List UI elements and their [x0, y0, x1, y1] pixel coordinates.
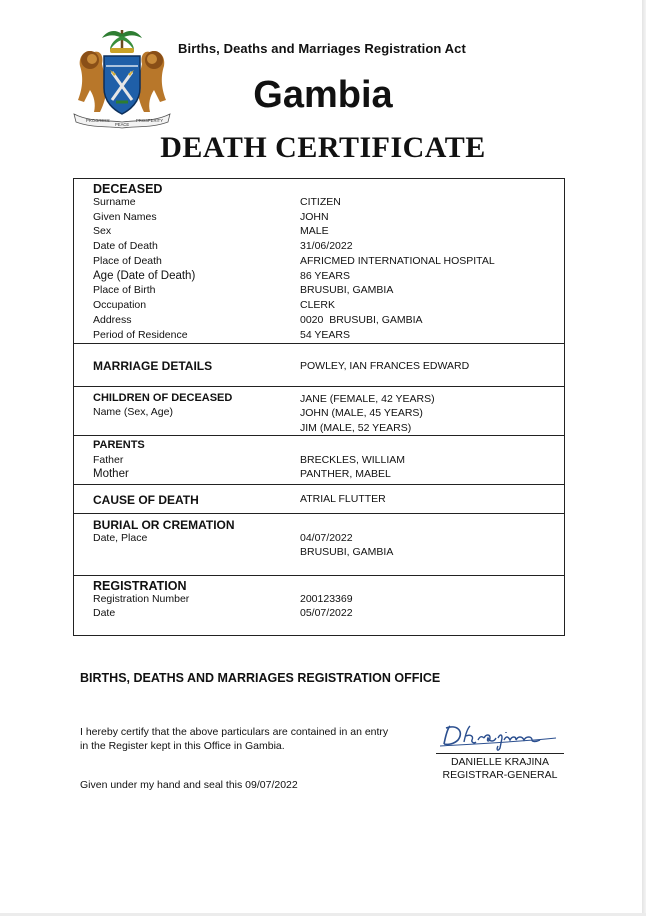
children-section: [74, 387, 564, 436]
country-name-text: Gambia: [253, 74, 393, 116]
children-label: Name (Sex, Age): [93, 406, 173, 418]
svg-text:PEACE: PEACE: [115, 122, 130, 127]
registration-date-value: 05/07/2022: [300, 607, 353, 619]
parents-heading: PARENTS: [93, 439, 145, 451]
age-value: 86 YEARS: [300, 270, 351, 282]
cause-heading: CAUSE OF DEATH: [93, 493, 199, 507]
burial-label: Date, Place: [93, 532, 148, 544]
marriage-value: POWLEY, IAN FRANCES EDWARD: [300, 360, 470, 372]
occupation-value: CLERK: [300, 299, 336, 311]
deceased-section: [74, 179, 564, 344]
sex-value: MALE: [300, 225, 329, 237]
signature-icon: [436, 718, 562, 752]
address-value: 0020 BRUSUBI, GAMBIA: [300, 314, 423, 326]
country-name: [0, 74, 646, 117]
registration-heading: REGISTRATION: [93, 579, 187, 593]
sex-label: Sex: [93, 225, 112, 237]
burial-date-value: 04/07/2022: [300, 532, 353, 544]
age-label: Age (Date of Death): [93, 270, 196, 282]
office-title: BIRTHS, DEATHS AND MARRIAGES REGISTRATION OFFICE: [80, 671, 441, 685]
mother-value: PANTHER, MABEL: [300, 468, 391, 480]
date-of-death-value: 31/06/2022: [300, 240, 353, 252]
svg-text:PROGRESS: PROGRESS: [86, 118, 110, 123]
burial-section: [74, 514, 564, 576]
address-label: Address: [93, 314, 132, 326]
father-label: Father: [93, 454, 124, 466]
occupation-label: Occupation: [93, 299, 147, 311]
place-of-death-value: AFRICMED INTERNATIONAL HOSPITAL: [300, 255, 495, 267]
certification-line-2: in the Register kept in this Office in Gambia.: [80, 740, 285, 752]
registrar-title: REGISTRAR-GENERAL: [442, 769, 558, 781]
certification-line-1: I hereby certify that the above particulars are contained in an entry: [80, 726, 389, 738]
certification-text: [80, 725, 430, 753]
registration-number-value: 200123369: [300, 593, 353, 605]
given-names-label: Given Names: [93, 211, 157, 223]
surname-label: Surname: [93, 196, 136, 208]
date-of-death-label: Date of Death: [93, 240, 158, 252]
cause-section: [74, 485, 564, 514]
child-2-value: JOHN (MALE, 45 YEARS): [300, 407, 423, 419]
given-names-value: JOHN: [300, 211, 329, 223]
place-of-death-label: Place of Death: [93, 255, 162, 267]
document-title: DEATH CERTIFICATE: [160, 131, 486, 164]
place-of-birth-value: BRUSUBI, GAMBIA: [300, 284, 394, 296]
registration-section: [74, 576, 564, 635]
svg-text:PROSPERITY: PROSPERITY: [136, 118, 163, 123]
marriage-section: [74, 344, 564, 387]
marriage-heading: MARRIAGE DETAILS: [93, 359, 213, 373]
parents-section: [74, 436, 564, 485]
deceased-heading: DECEASED: [93, 182, 163, 196]
child-3-value: JIM (MALE, 52 YEARS): [300, 422, 412, 434]
given-under-hand-text: Given under my hand and seal this 09/07/2022: [80, 779, 298, 791]
period-of-residence-label: Period of Residence: [93, 329, 188, 341]
period-of-residence-value: 54 YEARS: [300, 329, 351, 341]
child-1-value: JANE (FEMALE, 42 YEARS): [300, 393, 435, 405]
registration-date-label: Date: [93, 607, 116, 619]
certificate-table: [73, 178, 565, 636]
mother-label: Mother: [93, 468, 129, 480]
act-title: Births, Deaths and Marriages Registration Act: [178, 41, 466, 56]
registrar-name: DANIELLE KRAJINA: [450, 756, 550, 768]
signature-line: [436, 753, 564, 754]
burial-heading: BURIAL OR CREMATION: [93, 518, 235, 532]
registration-number-label: Registration Number: [93, 593, 190, 605]
place-of-birth-label: Place of Birth: [93, 284, 156, 296]
father-value: BRECKLES, WILLIAM: [300, 454, 406, 466]
children-heading: CHILDREN OF DECEASED: [93, 392, 233, 404]
surname-value: CITIZEN: [300, 196, 341, 208]
burial-place-value: BRUSUBI, GAMBIA: [300, 546, 394, 558]
cause-value: ATRIAL FLUTTER: [300, 493, 386, 505]
